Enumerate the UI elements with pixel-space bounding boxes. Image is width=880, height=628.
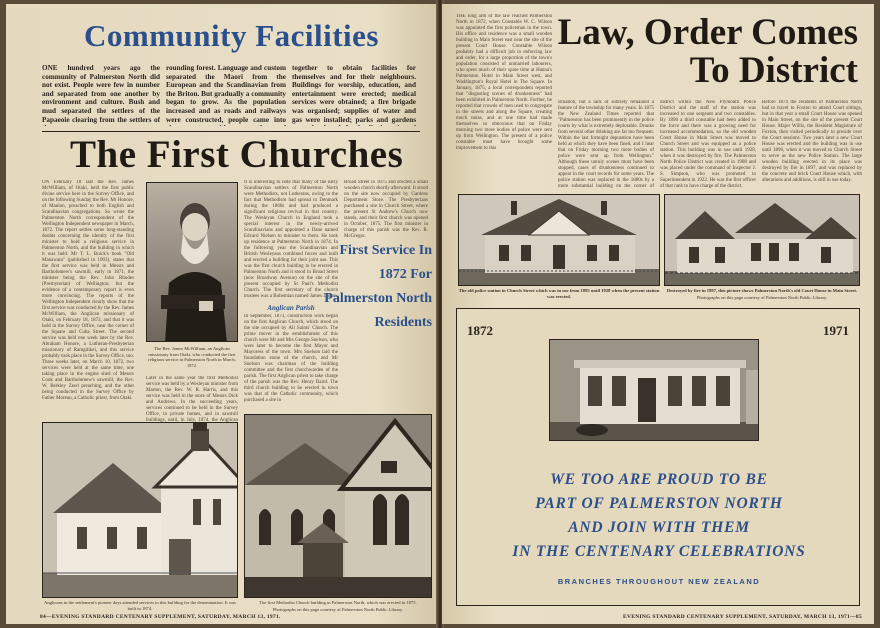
article-col-4: Broad Street in 1875 and erected a small wooden church shortly afterward. It stood on the site now occupied by Gardens Department Store. The Presbyterians purchased a site in Church Street, where the present St Andrew's Church now stands, and their first church was opened in October, 1875. The first minister in charge of this parish was the Rev. R. McGregor.: [344, 180, 428, 238]
methodist-church-photo: [244, 414, 432, 598]
court-house-illustration: [665, 195, 860, 286]
law-col-2: situation, but a lack of sobriety remained a feature of the township for many years. In 1875 the New Zealand Times reported that "Palmerston has been prominently in the police courts by what is extremely deplorable. Drunks from several other drinking are far too frequent. Within the last fortnight deputation have been held at which they have been fined, and I hear that on Friday morning two more bodies of police were sent up from Wellington." Although these unruly scenes must have been stopped, cases of drunkenness continued to appear in the court records for some years. The police station was replaced in the 1880s by a more substantial building on the corner of: [558, 100, 654, 189]
community-facilities-headline: Community Facilities: [84, 18, 379, 53]
anglican-church-photo: [42, 422, 238, 598]
article-col-1: ON February 18 last the Rev. James McWilliam, of Otaki, held the first public divine service here in the Survey Office, and on the following Sunday the Rev. Mr Honore, of Manion, preached to both English and Scandinavian congregations. So wrote the Palmerston North correspondent of the Wellington Independent newspaper in March, 1872. The report settles some long-standing doubts concerning the identity of the first minister to hold a religious service in Palmerston North, and the building in which it was held. Mr T. L. Buick's book "Old Manawatu" (published in 1903), states that the first service was held in Messrs and Bartholomew's sawmill, early in 1871, the minister being the Rev. John Rhodes (Presbyterian) of Wellington; but the evidence of a contemporary report is even more convincing. The reports of the Wellington Independent clearly show that the first service was conducted by the Rev. James McWilliam, the Anglican missionary of Otaki, on February 18, 1872, and that it was held in the Survey Office, near the corner of the Square and Cuba Street. The second service was held one week later by the Rev. Abraham Honore, a Lutheran-Presbyterian missionary of Ramgitikei, and this service probably took place in the Survey Office, too. Three weeks later, on March 10, 1872, two services were held at the same time, one taking place in the engine shed of Messrs Cook and Bartholomew's sawmill, the Rev. W. Berkley Zeed preaching, and the other being conducted in the Survey Office by Father Moreau, a Catholic priest, from Otaki.: [42, 180, 134, 401]
law-col-3: district within the New Plymouth Police District and the staff of the station was increased to one sergeant and two constables. By 1890 a third constable had been added to the force and there was a growing need for increased accommodation, so the old wooden Court House in Main Street was moved to Church Street and was equipped as a police station. This building was in use until 1928, when it was destroyed by fire. The Palmerston North Police District was created in 1908 and was placed under the command of Inspector J. S. Simpson, who was promoted to Superintendent in 1922. He was the first officer of that rank to have charge of the district.: [660, 100, 756, 189]
right-page: [442, 4, 874, 624]
left-photo-credit: Photographs on this page courtesy of Palmerston North Public Library.: [272, 607, 404, 612]
modern-building-photo: [549, 339, 759, 441]
article-col-3: It is interesting to note that many of the early Scandinavian settlers of Palmerston North were Methodists, not Lutherans, owing to the fact that Methodism had spread to Denmark during the 1860s and had produced a significant religious revival in that country. The Wesleyan Church in England took a special interest in the newly-arrived Scandinavians and appointed a Dane named Edvard Nielsen to minister to them. He took up residence at Palmerston North in 1874. In the following year the Scandinavian and British Wesleyans combined forces and built and erected a building for their joint use. This was the first church building to be erected in Palmerston North and it stood in Broad Street (now Broadway Avenue) on the site of the present occupied by St Paul's Methodist Church. The first secretary of the church trustees was a Bohemian named James Linton,: [244, 180, 338, 299]
methodist-church-caption: The first Methodist Church building in Palmerston North, which was erected in 1875.: [259, 600, 417, 605]
court-house-caption: Destroyed by fire in 1897, this picture shows Palmerston North's old Court House in Main Street.: [666, 288, 858, 293]
court-house-photo: [664, 194, 860, 286]
first-churches-title: The First Churches: [70, 133, 404, 176]
anglican-parish-subhead: Anglican Parish: [267, 304, 315, 312]
intro-col-1-text: ONE hundred years ago the community of Palmerston North did not exist. People were few in number and separated from one another by environment and culture. Bush and mud separated the settlers of the Papaeoie clearing from the settlers of: [42, 64, 160, 124]
right-folio: EVENING STANDARD CENTENARY SUPPLEMENT, SATURDAY, MARCH 13, 1971—85: [622, 614, 862, 620]
intro-col-3: together to obtain facilities for themselves and for their neighbours. Buildings for worship, education, and entertainment were erected; medical services were obtained; a fire brigade was organised; supplies of water and gas were installed; parks and gardens: [292, 64, 416, 124]
centenary-ad-box: [456, 308, 860, 606]
police-station-photo: [458, 194, 660, 286]
intro-col-1: [42, 64, 160, 126]
ad-year-1971: 1971: [823, 323, 849, 338]
article-col-2: Later in the same year the first Methodist service was held by a Wesleyan minister from Marton, the Rev. W. R. Harris, and this service was held in the store of Messrs Dick and Andrews. In the succeeding years, services continued to be held in the Survey Office, in private homes, and in sawmill buildings, until, in July, 1874, the Anglican: [146, 376, 238, 422]
ad-year-1872: 1872: [467, 323, 493, 338]
police-station-caption: The old police station in Church Street which was in use from 1895 until 1928 when the present station was erected.: [458, 288, 660, 299]
law-order-headline: Law, Order Comes To District: [557, 12, 858, 91]
article-col-5: In September, 1873, construction work began on the first Anglican Church, which stood on the site occupied by All Saints' Church. The prime mover in the establishment of this church were Mr and Mrs George Snelson, who were later to become the first Mayor and Mayoress of the town. Mrs Snelson laid the foundation stone of the church, and Mr Snelson was chairman of the building committee and the first churchwarden of the parish. The first Anglican priest to take charge of the parish was the Rev. Henry Baird. The third church building to be erected in town was that of the Catholic community, which purchased a site in: [244, 314, 338, 403]
police-station-illustration: [459, 195, 660, 286]
ad-line-3: AND JOIN WITH THEM: [568, 519, 750, 536]
ad-line-1: WE TOO ARE PROUD TO BE: [550, 471, 768, 488]
intro-col-2: rounding forest. Language and custom separated the Maori from the European and the Scandinavian from the Briton. But gradually a community began to grow. As the population increased and as roads and railways were constructed, people came into: [166, 64, 286, 124]
mcwilliam-portrait-photo: [146, 182, 238, 342]
ad-line-2: PART OF PALMERSTON NORTH: [535, 495, 783, 512]
mcwilliam-caption: The Rev. James McWilliam, an Anglican missionary from Otaki, who conducted the first religious service in Palmerston North in March, 1872.: [148, 346, 236, 368]
portrait-illustration: [147, 183, 238, 342]
modern-building-illustration: [550, 340, 759, 441]
anglican-church-illustration: [43, 423, 238, 598]
left-page: [6, 4, 438, 624]
methodist-church-illustration: [245, 415, 432, 598]
law-col-4: Before 1874 the residents of Palmerston North had to travel to Foxton to attend Court sittings, but in that year a small Court House was opened in Main Street, on the site of the present Court House. Major Willis, the Resident Magistrate of Foxton, then visited periodically to preside over the Court sessions. Two years later a new Court House was erected and the building was in use until 1896, when it was moved to Church Street to serve as the new Police Station. The large wooden building erected in its place was destroyed by fire in 1897, and was replaced by the concrete and brick Court House which, with alterations and additions, is still in use today.: [762, 100, 862, 183]
anglican-church-caption: Anglicans in the settlement's pioneer days attended services in this building for the denomination. It was built in 1874.: [44, 600, 236, 611]
left-folio: 84—EVENING STANDARD CENTENARY SUPPLEMENT, SATURDAY, MARCH 13, 1971.: [40, 614, 281, 620]
law-col-1: THE long arm of the law reached Palmerston North in 1872, when Constable W. C. Wilson was appointed the first policeman in the town. His office and residence was a small wooden building in Main Street east near the site of the present Court House. Constable Wilson probably had a difficult job in enforcing law and order, for a large proportion of the town's population consisted of unmarried labourers, who spent much of their spare time at Hanna's Palmerston Hotel in Main Street west, and Waddington's Royal Hotel in The Square. In January, 1875, a local correspondent reported that "disgusting scenes of drunkenness" had been exhibited in Palmerston North. Further, he reported that crowds of men used to congregate in the streets and along the Square, creating much noise, and at one time had made themselves so obnoxious that on Friday morning two more bodies of police were sent up from Wellington. The present of a police constable must have brought some improvement to this: [456, 14, 552, 151]
ad-line-4: IN THE CENTENARY CELEBRATIONS: [512, 543, 806, 560]
first-service-heading: First Service In 1872 For Palmerston North Residents: [324, 243, 432, 330]
ad-branches: BRANCHES THROUGHOUT NEW ZEALAND: [557, 577, 761, 586]
right-photo-credit: Photographs on this page courtesy of Palmerston North Public Library.: [696, 295, 828, 300]
